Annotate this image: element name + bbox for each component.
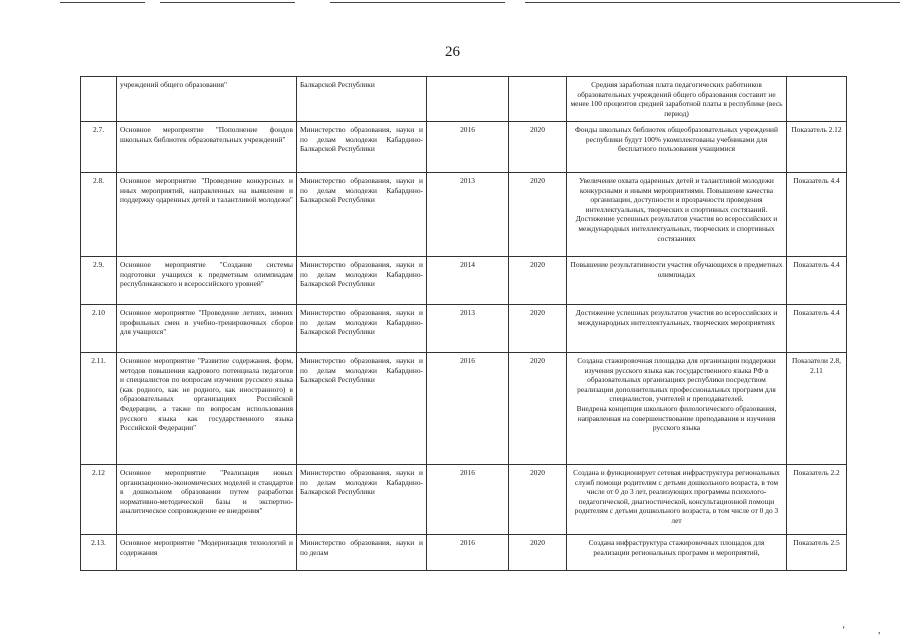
table-row [81, 77, 847, 122]
event-name: учреждений общего образования" [117, 77, 297, 122]
result-paragraph: Средняя заработная плата педагогических работников образовательных учреждений общего образования составит не менее 100 процентов средней заработной платы в республике (весь период) [570, 80, 783, 118]
executor-name: Министерство образования, науки и по делам [297, 535, 427, 571]
row-number [81, 77, 117, 122]
indicator-ref: Показатель 4.4 [787, 257, 847, 305]
result-paragraph: Достижение успешных результатов участия во всероссийских и международных интеллектуальных, творческих и спортивных состязаниях [575, 214, 778, 243]
start-year: 2016 [427, 535, 509, 571]
indicator-ref: Показатель 4.4 [787, 305, 847, 353]
row-number: 2.12 [81, 465, 117, 535]
table-row [81, 305, 847, 353]
expected-result [567, 257, 787, 305]
start-year: 2013 [427, 173, 509, 257]
event-name: Основное мероприятие "Развитие содержания, форм, методов повышения кадрового потенциала педагогов и специалистов по вопросам изучения русского языка (как родного, как не родного, как иностранного) в образовательных организациях Российской Федерации, а также по вопросам использования русского языка как государственного языка Российской Федерации" [117, 353, 297, 465]
result-paragraph: Внедрена концепция школьного филологического образования, направленная на совершенствование преподавания и изучения русского языка [576, 403, 777, 433]
start-year: 2016 [427, 353, 509, 465]
result-paragraph: Повышение результативности участия обучающихся в предметных олимпиадах [570, 260, 783, 279]
result-paragraph: Достижение успешных результатов участия во всероссийских и международных интеллектуальных, творческих мероприятиях [575, 308, 778, 327]
expected-result [567, 353, 787, 465]
executor-name: Министерство образования, науки и по делам молодежи Кабардино-Балкарской Республики [297, 122, 427, 173]
expected-result [567, 305, 787, 353]
row-number: 2.8. [81, 173, 117, 257]
indicator-ref: Показатель 2.5 [787, 535, 847, 571]
end-year: 2020 [509, 257, 567, 305]
expected-result [567, 77, 787, 122]
result-paragraph: Создана и функционирует сетевая инфраструктура региональных служб помощи родителям с детьми дошкольного возраста, в том числе от 0 до 3 лет, реализующих программы психолого-педагогической, диагностической, консультационной помощи родителям с детьми дошкольного возраста, в том числе от 0 до 3 лет [573, 468, 780, 525]
end-year [509, 77, 567, 122]
indicator-ref: Показатель 2.2 [787, 465, 847, 535]
header-rule-4 [525, 2, 900, 3]
executor-name: Балкарской Республики [297, 77, 427, 122]
executor-name: Министерство образования, науки и по делам молодежи Кабардино-Балкарской Республики [297, 305, 427, 353]
expected-result [567, 173, 787, 257]
result-paragraph: Создана инфраструктура стажировочных площадок для реализации региональных программ и мероприятий, [588, 538, 765, 557]
table-row [81, 122, 847, 173]
start-year: 2014 [427, 257, 509, 305]
executor-name: Министерство образования, науки и по делам молодежи Кабардино-Балкарской Республики [297, 257, 427, 305]
event-name: Основное мероприятие "Реализация новых организационно-экономических моделей и стандартов в дошкольном образовании путем разработки нормативно-методической базы и экспертно-аналитическое сопровождение ее внедрения" [117, 465, 297, 535]
event-name: Основное мероприятие "Проведение летних, зимних профильных смен и учебно-тренировочных сборов для учащихся" [117, 305, 297, 353]
end-year: 2020 [509, 353, 567, 465]
result-paragraph: Создана стажировочная площадка для организации поддержки изучения русского языка как государственного языка РФ в образовательных организациях республики посредством реализации дополнительных профессиональных программ для специалистов, учителей и преподавателей. [577, 356, 776, 404]
end-year: 2020 [509, 465, 567, 535]
corner-mark-2: , [878, 625, 881, 636]
start-year: 2013 [427, 305, 509, 353]
executor-name: Министерство образования, науки и по делам молодежи Кабардино-Балкарской Республики [297, 465, 427, 535]
table-row [81, 353, 847, 465]
row-number: 2.7. [81, 122, 117, 173]
result-paragraph: Увеличение охвата одаренных детей и талантливой молодежи конкурсными и иными мероприятиями. Повышение качества организации, доступности и прозрачности проведения интеллектуальных, творческих и спортивных состязаний. [579, 176, 774, 214]
event-name: Основное мероприятие "Проведение конкурсных и иных мероприятий, направленных на выявление и поддержку одаренных детей и талантливой молодежи" [117, 173, 297, 257]
header-rule-1 [60, 2, 145, 3]
end-year: 2020 [509, 122, 567, 173]
event-name: Основное мероприятие "Создание системы подготовки учащихся к предметным олимпиадам республиканского и всероссийского уровней" [117, 257, 297, 305]
table-row [81, 257, 847, 305]
row-number: 2.13. [81, 535, 117, 571]
expected-result [567, 122, 787, 173]
expected-result [567, 465, 787, 535]
start-year: 2016 [427, 122, 509, 173]
end-year: 2020 [509, 173, 567, 257]
indicator-ref [787, 77, 847, 122]
event-name: Основное мероприятие "Пополнение фондов школьных библиотек образовательных учреждений" [117, 122, 297, 173]
end-year: 2020 [509, 535, 567, 571]
result-paragraph: Фонды школьных библиотек общеобразовательных учреждений республики будут 100% укомплектованы учебниками для бесплатного пользования учащимися [575, 125, 778, 154]
program-events-table [80, 76, 847, 571]
end-year: 2020 [509, 305, 567, 353]
page-number: 26 [445, 44, 460, 60]
start-year [427, 77, 509, 122]
table-row [81, 173, 847, 257]
table-row [81, 535, 847, 571]
indicator-ref: Показатель 4.4 [787, 173, 847, 257]
indicator-ref: Показатель 2.12 [787, 122, 847, 173]
expected-result [567, 535, 787, 571]
indicator-ref: Показатели 2.8, 2.11 [787, 353, 847, 465]
row-number: 2.9. [81, 257, 117, 305]
header-rule-2 [160, 2, 295, 3]
header-rule-3 [330, 2, 505, 3]
row-number: 2.10 [81, 305, 117, 353]
table-row [81, 465, 847, 535]
executor-name: Министерство образования, науки и по делам молодежи Кабардино-Балкарской Республики [297, 173, 427, 257]
executor-name: Министерство образования, науки и по делам молодежи Кабардино-Балкарской Республики [297, 353, 427, 465]
event-name: Основное мероприятие "Модернизация технологий и содержания [117, 535, 297, 571]
start-year: 2016 [427, 465, 509, 535]
row-number: 2.11. [81, 353, 117, 465]
corner-mark-1: ‘ [842, 625, 846, 636]
